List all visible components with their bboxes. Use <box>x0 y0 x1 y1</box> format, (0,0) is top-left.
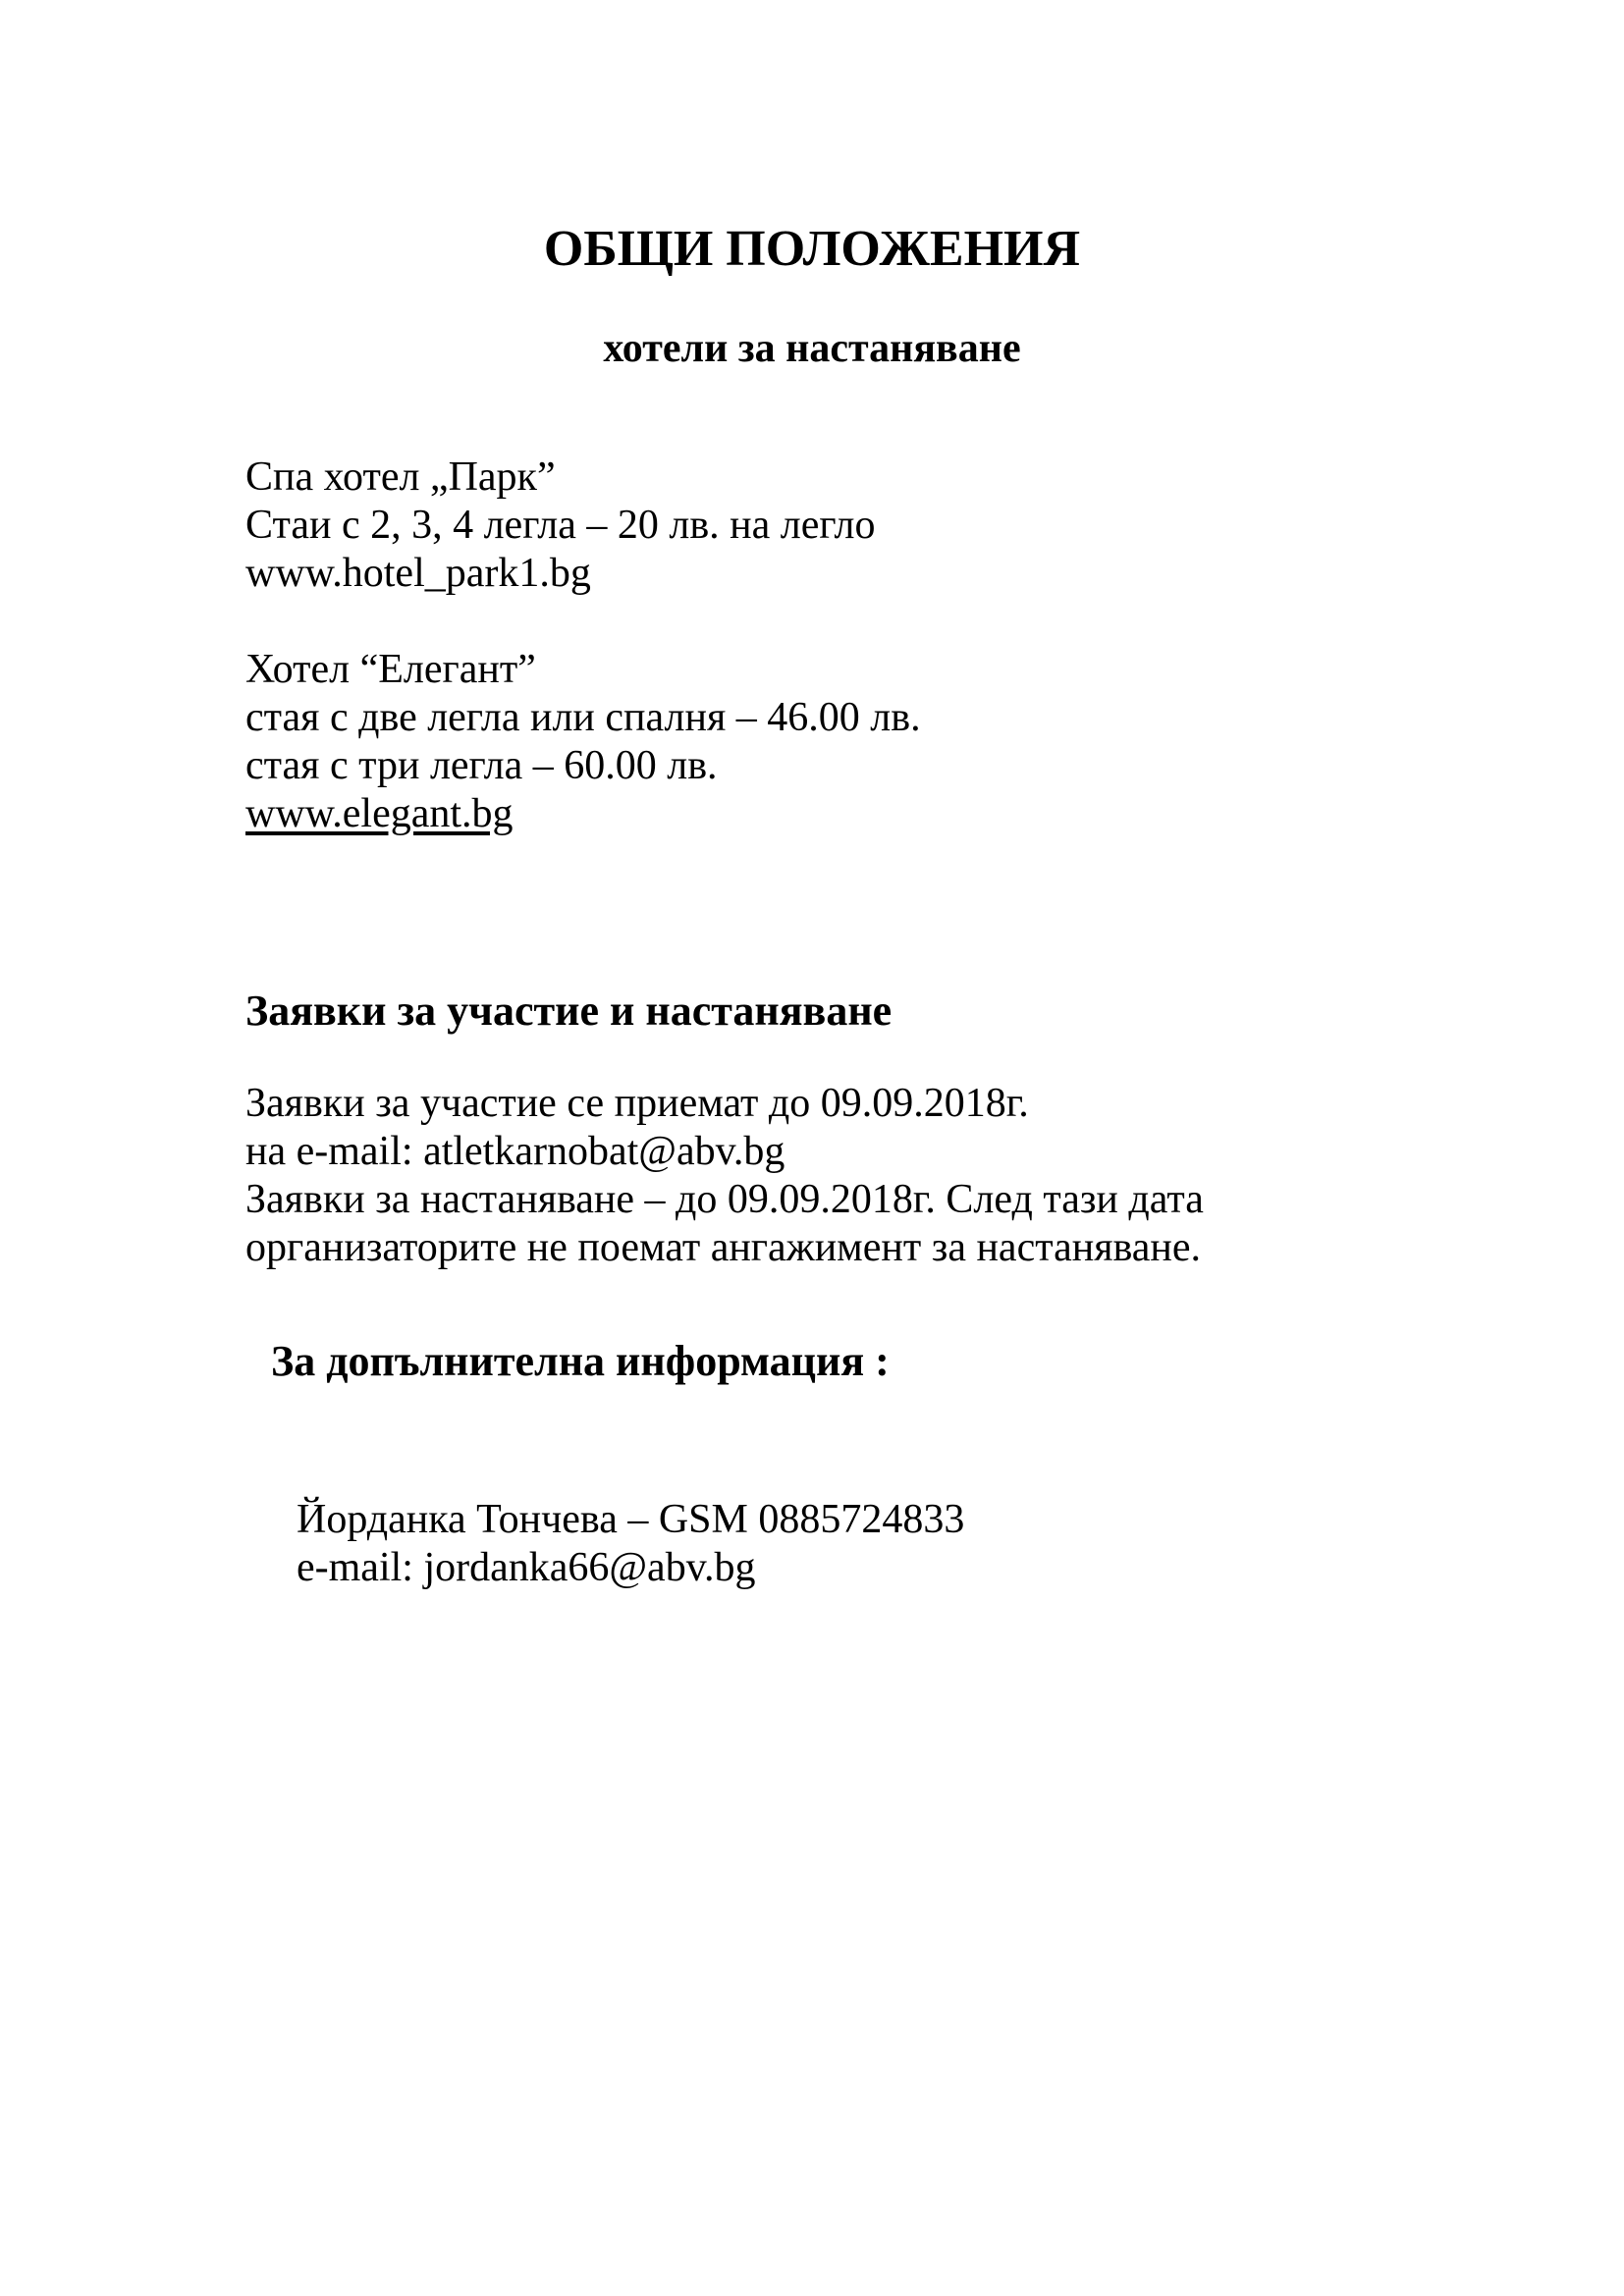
applications-line: Заявки за настаняване – до 09.09.2018г. След тази дата <box>245 1177 1204 1222</box>
contact-email: e-mail: jordanka66@abv.bg <box>297 1545 756 1590</box>
contact-block <box>297 1496 964 1592</box>
hotel-elegant-block <box>245 646 921 838</box>
hotel-website-link[interactable]: www.hotel_park1.bg <box>245 551 591 596</box>
applications-heading: Заявки за участие и настаняване <box>245 987 893 1035</box>
hotel-name: Хотел “Елегант” <box>245 647 536 692</box>
page-title: ОБЩИ ПОЛОЖЕНИЯ <box>543 221 1081 277</box>
hotel-website-link[interactable]: www.elegant.bg <box>245 791 514 836</box>
applications-line: организаторите не поемат ангажимент за настаняване. <box>245 1225 1202 1270</box>
applications-block <box>245 1080 1204 1272</box>
hotel-park-block <box>245 454 875 598</box>
hotel-price-line: стая с две легла или спалня – 46.00 лв. <box>245 695 921 740</box>
hotel-name: Спа хотел „Парк” <box>245 454 556 500</box>
hotel-price-line: Стаи с 2, 3, 4 легла – 20 лв. на легло <box>245 503 876 548</box>
contact-heading: За допълнителна информация : <box>271 1337 890 1385</box>
contact-name-phone: Йорданка Тончева – GSM 0885724833 <box>297 1497 965 1542</box>
page-subtitle: хотели за настаняване <box>603 326 1021 371</box>
hotel-price-line: стая с три легла – 60.00 лв. <box>245 743 718 788</box>
applications-line: Заявки за участие се приемат до 09.09.2018г. <box>245 1081 1029 1126</box>
applications-email-line: на e-mail: atletkarnobat@abv.bg <box>245 1129 785 1174</box>
